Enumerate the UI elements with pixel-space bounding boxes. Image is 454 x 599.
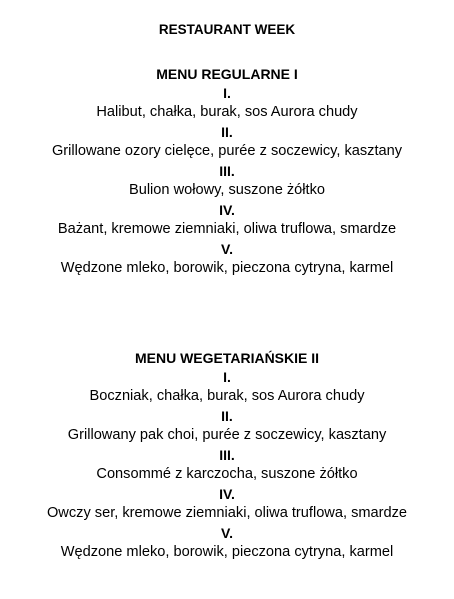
course-description: Bażant, kremowe ziemniaki, oliwa truflowa, smardze [57, 221, 397, 237]
course-number: I. [223, 85, 231, 101]
course-number: II. [221, 124, 233, 140]
course-description: Wędzone mleko, borowik, pieczona cytryna, karmel [60, 544, 394, 560]
course-description: Consommé z karczocha, suszone żółtko [96, 466, 358, 482]
course-description: Owczy ser, kremowe ziemniaki, oliwa truflowa, smardze [46, 505, 408, 521]
menu-regular-section [0, 64, 454, 279]
course-description: Grillowany pak choi, purée z soczewicy, kasztany [67, 427, 387, 443]
document-title: RESTAURANT WEEK [158, 22, 296, 37]
course-number: III. [219, 163, 235, 179]
course-number: V. [221, 241, 233, 257]
course-description: Bulion wołowy, suszone żółtko [128, 182, 326, 198]
menu-vegetarian-title: MENU WEGETARIAŃSKIE II [134, 350, 320, 366]
course-description: Halibut, chałka, burak, sos Aurora chudy [96, 104, 358, 120]
course-number: I. [223, 369, 231, 385]
menu-vegetarian-section [0, 348, 454, 563]
course-number: V. [221, 525, 233, 541]
course-description: Wędzone mleko, borowik, pieczona cytryna, karmel [60, 260, 394, 276]
course-number: III. [219, 447, 235, 463]
course-description: Boczniak, chałka, burak, sos Aurora chudy [89, 388, 365, 404]
course-number: IV. [219, 202, 235, 218]
course-number: II. [221, 408, 233, 424]
course-number: IV. [219, 486, 235, 502]
menu-regular-title: MENU REGULARNE I [156, 66, 298, 82]
course-description: Grillowane ozory cielęce, purée z soczewicy, kasztany [51, 143, 403, 159]
